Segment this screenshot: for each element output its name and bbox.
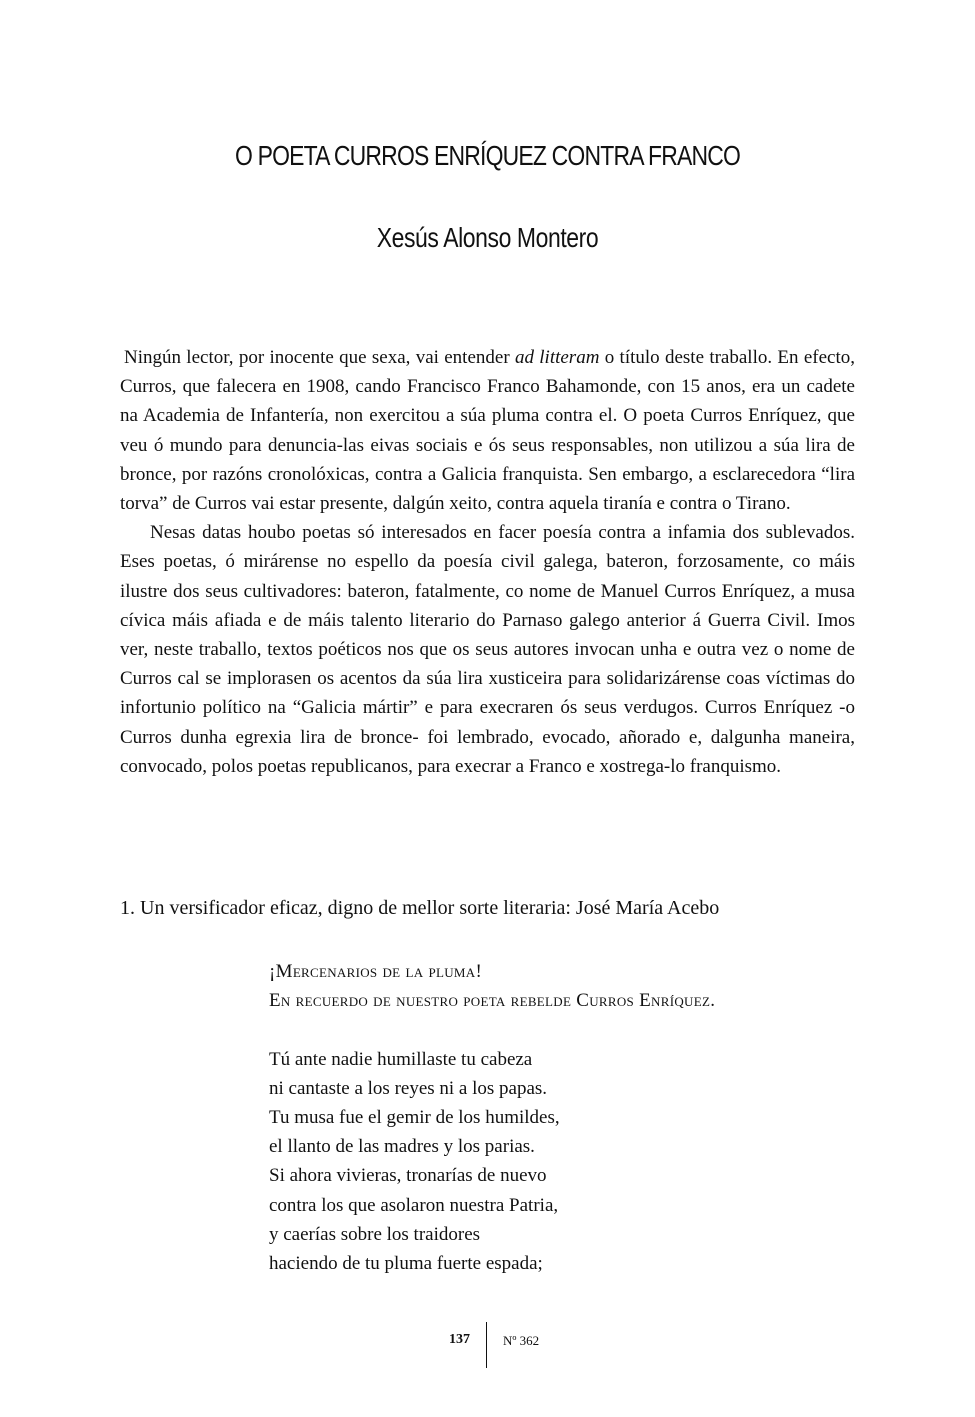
poem-verse: haciendo de tu pluma fuerte espada; [269, 1253, 543, 1275]
poem-verse: y caerías sobre los traidores [269, 1223, 481, 1245]
poem-block [269, 957, 869, 1278]
article-body [120, 343, 855, 781]
paragraph-1-rest: o título deste traballo. En efecto, Curros, que falecera en 1908, cando Francisco Franco Bahamonde, con 15 anos, era un cadete na Academia de Infantería, non exercitou a súa pluma contra el. O poeta Curros Enríquez, que veu ó mundo para denuncia-las eivas sociais e ós seus responsables, non utilizou a súa lira de bronce, por razóns cronolóxicas, contra a Galicia franquista. Sen embargo, a esclarecedora “lira torva” de Curros vai estar presente, dalgún xeito, contra aquela tiranía e contra o Tirano. [120, 347, 855, 515]
paragraph-1-lead: Ningún lector, por inocente que sexa, vai entender [124, 347, 515, 368]
stanza-gap [269, 1015, 869, 1044]
poem-dedication: En recuerdo de nuestro poeta rebelde Curros Enríquez. [269, 990, 716, 1012]
poem-verse: Tu musa fue el gemir de los humildes, [269, 1107, 560, 1128]
issue-number: Nº 362 [503, 1333, 540, 1348]
poem-verse: Tú ante nadie humillaste tu cabeza [269, 1048, 533, 1070]
article-author: Xesús Alonso Montero [376, 222, 599, 253]
poem-verse: contra los que asolaron nuestra Patria, [269, 1194, 559, 1216]
footer-divider [486, 1322, 487, 1368]
poem-verse: ni cantaste a los reyes ni a los papas. [269, 1077, 548, 1099]
page-footer [0, 1322, 975, 1370]
latin-phrase: ad litteram [514, 347, 600, 368]
poem-title: ¡Mercenarios de la pluma! [269, 961, 483, 982]
article-title: O POETA CURROS ENRÍQUEZ CONTRA FRANCO [234, 140, 741, 171]
section-heading: 1. Un versificador eficaz, digno de mellor sorte literaria: José María Acebo [120, 897, 720, 919]
poem-verse: Si ahora vivieras, tronarías de nuevo [269, 1165, 547, 1187]
page-number: 137 [449, 1332, 470, 1347]
paragraph-2: Nesas datas houbo poetas só interesados en facer poesía contra a infamia dos sublevados. Eses poetas, ó mirárense no espello da poesía civil galega, bateron, forzosamente, co máis ilustre dos seus cultivadores: bateron, fatalmente, co nome de Manuel Curros Enríquez, a musa cívica máis afiada e de máis talento literario do Parnaso galego anterior á Guerra Civil. Imos ver, neste traballo, textos poéticos nos que os seus autores invocan unha e outra vez o nome de Curros cal se implorasen os acentos da súa lira xusticeira para solidarizárense coas víctimas do infortunio político na “Galicia mártir” e para execraren ós seus verdugos. Curros Enríquez -o Curros dunha egrexia lira de bronce- foi lembrado, evocado, añorado e, dalgunha maneira, convocado, polos poetas republicanos, para execrar a Franco e xostrega-lo franquismo. [120, 522, 855, 777]
poem-verse: el llanto de las madres y los parias. [269, 1136, 535, 1158]
paragraph-1 [120, 343, 855, 518]
